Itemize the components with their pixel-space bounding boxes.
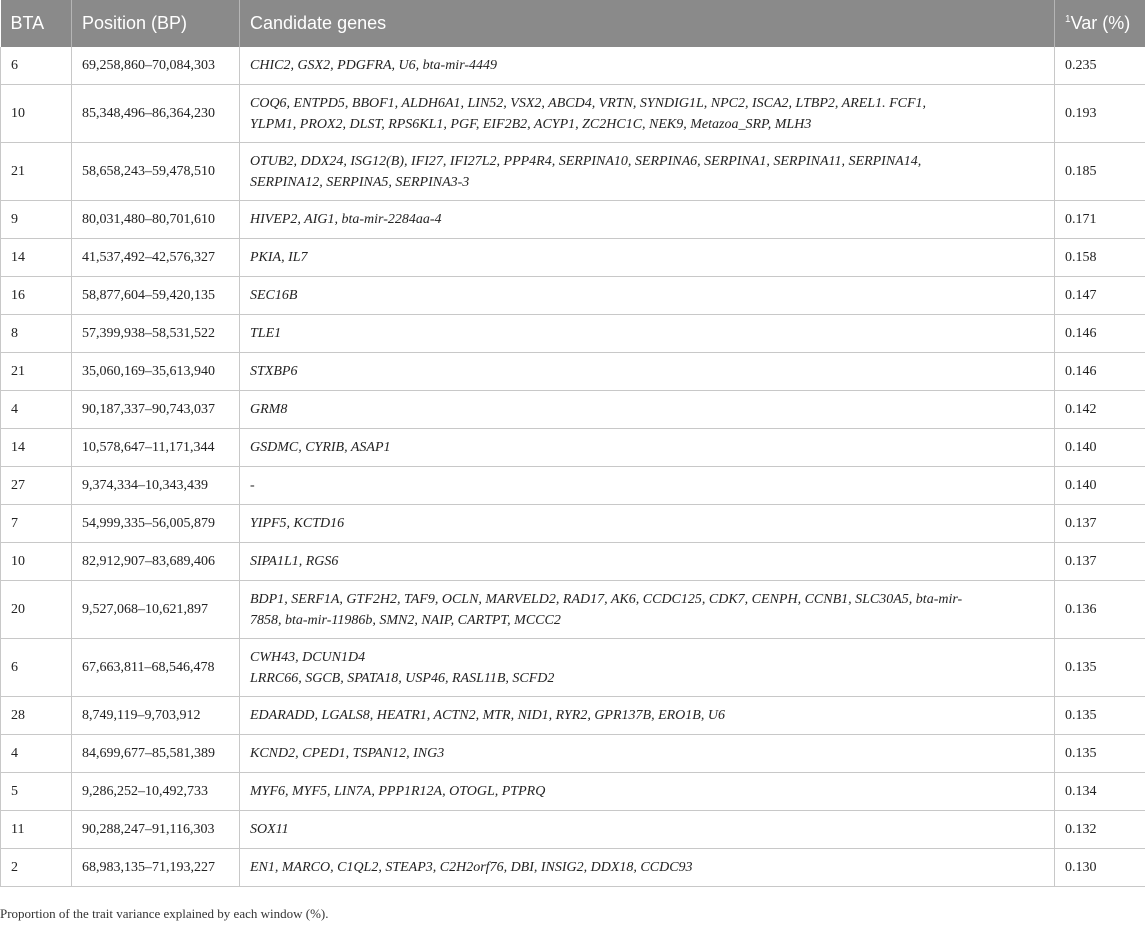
gene-list-line: SERPINA12, SERPINA5, SERPINA3-3 bbox=[250, 174, 470, 190]
table-footnote: Proportion of the trait variance explained by each window (%). bbox=[0, 906, 329, 921]
cell-var: 0.135 bbox=[1055, 697, 1145, 735]
cell-candidate-genes bbox=[240, 47, 1055, 85]
cell-candidate-genes bbox=[240, 543, 1055, 581]
cell-candidate-genes bbox=[240, 315, 1055, 353]
cell-bta: 10 bbox=[1, 543, 72, 581]
cell-candidate-genes bbox=[240, 697, 1055, 735]
cell-candidate-genes bbox=[240, 581, 1055, 639]
gene-list-line: SIPA1L1, RGS6 bbox=[250, 554, 339, 569]
cell-bta: 28 bbox=[1, 697, 72, 735]
cell-position: 90,288,247–91,116,303 bbox=[72, 811, 240, 849]
gene-list-line: YIPF5, KCTD16 bbox=[250, 516, 345, 531]
cell-bta: 4 bbox=[1, 735, 72, 773]
cell-bta: 5 bbox=[1, 773, 72, 811]
gene-list-line: CHIC2, GSX2, PDGFRA, U6, bta-mir-4449 bbox=[250, 58, 498, 73]
gene-list-line: STXBP6 bbox=[250, 364, 298, 379]
cell-candidate-genes bbox=[240, 639, 1055, 697]
cell-var: 0.137 bbox=[1055, 543, 1145, 581]
cell-bta: 14 bbox=[1, 239, 72, 277]
cell-bta: 6 bbox=[1, 639, 72, 697]
cell-bta: 9 bbox=[1, 201, 72, 239]
gene-list-line: OTUB2, DDX24, ISG12(B), IFI27, IFI27L2, PPP4R4, SERPINA10, SERPINA6, SERPINA1, SERPINA11, SERPINA14, bbox=[250, 153, 922, 169]
cell-position: 82,912,907–83,689,406 bbox=[72, 543, 240, 581]
header-position: Position (BP) bbox=[72, 0, 240, 47]
table-row bbox=[1, 353, 1145, 391]
cell-var: 0.140 bbox=[1055, 429, 1145, 467]
table-row bbox=[1, 391, 1145, 429]
cell-position: 9,286,252–10,492,733 bbox=[72, 773, 240, 811]
cell-position: 8,749,119–9,703,912 bbox=[72, 697, 240, 735]
cell-position: 54,999,335–56,005,879 bbox=[72, 505, 240, 543]
cell-candidate-genes bbox=[240, 277, 1055, 315]
cell-bta: 27 bbox=[1, 467, 72, 505]
cell-var: 0.235 bbox=[1055, 47, 1145, 85]
table-row bbox=[1, 505, 1145, 543]
cell-candidate-genes bbox=[240, 849, 1055, 887]
cell-var: 0.142 bbox=[1055, 391, 1145, 429]
table-row bbox=[1, 581, 1145, 639]
cell-candidate-genes bbox=[240, 429, 1055, 467]
gene-list-line: - bbox=[250, 478, 255, 493]
cell-position: 9,374,334–10,343,439 bbox=[72, 467, 240, 505]
cell-bta: 10 bbox=[1, 85, 72, 143]
cell-bta: 6 bbox=[1, 47, 72, 85]
cell-var: 0.140 bbox=[1055, 467, 1145, 505]
cell-bta: 21 bbox=[1, 143, 72, 201]
gene-list-line: HIVEP2, AIG1, bta-mir-2284aa-4 bbox=[250, 212, 442, 227]
table-row bbox=[1, 277, 1145, 315]
cell-candidate-genes bbox=[240, 143, 1055, 201]
header-candidate-genes: Candidate genes bbox=[240, 0, 1055, 47]
cell-candidate-genes bbox=[240, 735, 1055, 773]
header-bta: BTA bbox=[1, 0, 72, 47]
cell-candidate-genes bbox=[240, 467, 1055, 505]
table-row bbox=[1, 201, 1145, 239]
cell-position: 84,699,677–85,581,389 bbox=[72, 735, 240, 773]
cell-bta: 20 bbox=[1, 581, 72, 639]
gene-list-line: GSDMC, CYRIB, ASAP1 bbox=[250, 440, 391, 455]
table-row bbox=[1, 315, 1145, 353]
cell-candidate-genes bbox=[240, 811, 1055, 849]
cell-candidate-genes bbox=[240, 85, 1055, 143]
cell-var: 0.171 bbox=[1055, 201, 1145, 239]
cell-var: 0.185 bbox=[1055, 143, 1145, 201]
table-row bbox=[1, 47, 1145, 85]
cell-bta: 21 bbox=[1, 353, 72, 391]
cell-var: 0.135 bbox=[1055, 639, 1145, 697]
cell-position: 9,527,068–10,621,897 bbox=[72, 581, 240, 639]
cell-position: 69,258,860–70,084,303 bbox=[72, 47, 240, 85]
table-row bbox=[1, 239, 1145, 277]
cell-position: 35,060,169–35,613,940 bbox=[72, 353, 240, 391]
cell-candidate-genes bbox=[240, 239, 1055, 277]
gene-list-line: 7858, bta-mir-11986b, SMN2, NAIP, CARTPT, MCCC2 bbox=[250, 612, 561, 628]
cell-bta: 8 bbox=[1, 315, 72, 353]
cell-bta: 2 bbox=[1, 849, 72, 887]
table-row bbox=[1, 735, 1145, 773]
table-row bbox=[1, 143, 1145, 201]
gene-list-line: MYF6, MYF5, LIN7A, PPP1R12A, OTOGL, PTPRQ bbox=[250, 784, 546, 799]
table-row bbox=[1, 429, 1145, 467]
gene-list-line: SOX11 bbox=[250, 822, 289, 837]
cell-var: 0.132 bbox=[1055, 811, 1145, 849]
cell-position: 57,399,938–58,531,522 bbox=[72, 315, 240, 353]
cell-var: 0.130 bbox=[1055, 849, 1145, 887]
cell-candidate-genes bbox=[240, 773, 1055, 811]
cell-var: 0.147 bbox=[1055, 277, 1145, 315]
gene-list-line: KCND2, CPED1, TSPAN12, ING3 bbox=[250, 746, 445, 761]
gene-list-line: LRRC66, SGCB, SPATA18, USP46, RASL11B, SCFD2 bbox=[250, 670, 555, 686]
table-row bbox=[1, 773, 1145, 811]
cell-bta: 4 bbox=[1, 391, 72, 429]
gene-list-line: TLE1 bbox=[250, 326, 282, 341]
cell-position: 68,983,135–71,193,227 bbox=[72, 849, 240, 887]
gene-list-line: COQ6, ENTPD5, BBOF1, ALDH6A1, LIN52, VSX2, ABCD4, VRTN, SYNDIG1L, NPC2, ISCA2, LTBP2, AREL1. FCF1, bbox=[250, 95, 927, 111]
cell-var: 0.137 bbox=[1055, 505, 1145, 543]
header-var-footnote-marker: 1 bbox=[1065, 14, 1071, 25]
cell-position: 80,031,480–80,701,610 bbox=[72, 201, 240, 239]
cell-position: 58,877,604–59,420,135 bbox=[72, 277, 240, 315]
cell-candidate-genes bbox=[240, 505, 1055, 543]
table-row bbox=[1, 849, 1145, 887]
cell-position: 10,578,647–11,171,344 bbox=[72, 429, 240, 467]
cell-candidate-genes bbox=[240, 391, 1055, 429]
header-var bbox=[1055, 0, 1145, 47]
table-header-row bbox=[1, 0, 1145, 47]
cell-var: 0.146 bbox=[1055, 315, 1145, 353]
gene-list-line: YLPM1, PROX2, DLST, RPS6KL1, PGF, EIF2B2, ACYP1, ZC2HC1C, NEK9, Metazoa_SRP, MLH3 bbox=[250, 116, 812, 132]
cell-var: 0.135 bbox=[1055, 735, 1145, 773]
gene-list-line: SEC16B bbox=[250, 288, 298, 303]
gene-list-line: PKIA, IL7 bbox=[250, 250, 308, 265]
table-body bbox=[1, 47, 1145, 887]
cell-var: 0.146 bbox=[1055, 353, 1145, 391]
cell-position: 85,348,496–86,364,230 bbox=[72, 85, 240, 143]
cell-position: 41,537,492–42,576,327 bbox=[72, 239, 240, 277]
cell-position: 90,187,337–90,743,037 bbox=[72, 391, 240, 429]
table-row bbox=[1, 697, 1145, 735]
table-row bbox=[1, 543, 1145, 581]
cell-var: 0.193 bbox=[1055, 85, 1145, 143]
cell-var: 0.134 bbox=[1055, 773, 1145, 811]
table-row bbox=[1, 811, 1145, 849]
cell-bta: 14 bbox=[1, 429, 72, 467]
table-row bbox=[1, 639, 1145, 697]
cell-var: 0.136 bbox=[1055, 581, 1145, 639]
cell-bta: 11 bbox=[1, 811, 72, 849]
header-var-label: Var (%) bbox=[1070, 13, 1131, 33]
gene-list-line: GRM8 bbox=[250, 402, 288, 417]
gene-list-line: CWH43, DCUN1D4 bbox=[250, 649, 366, 665]
cell-candidate-genes bbox=[240, 201, 1055, 239]
table-row bbox=[1, 85, 1145, 143]
cell-candidate-genes bbox=[240, 353, 1055, 391]
gene-list-line: EDARADD, LGALS8, HEATR1, ACTN2, MTR, NID1, RYR2, GPR137B, ERO1B, U6 bbox=[250, 708, 725, 723]
cell-var: 0.158 bbox=[1055, 239, 1145, 277]
cell-position: 67,663,811–68,546,478 bbox=[72, 639, 240, 697]
table-row bbox=[1, 467, 1145, 505]
gene-list-line: BDP1, SERF1A, GTF2H2, TAF9, OCLN, MARVELD2, RAD17, AK6, CCDC125, CDK7, CENPH, CCNB1, SLC30A5, bta-mir- bbox=[250, 591, 963, 607]
cell-bta: 16 bbox=[1, 277, 72, 315]
cell-bta: 7 bbox=[1, 505, 72, 543]
cell-position: 58,658,243–59,478,510 bbox=[72, 143, 240, 201]
gene-list-line: EN1, MARCO, C1QL2, STEAP3, C2H2orf76, DBI, INSIG2, DDX18, CCDC93 bbox=[250, 860, 693, 875]
